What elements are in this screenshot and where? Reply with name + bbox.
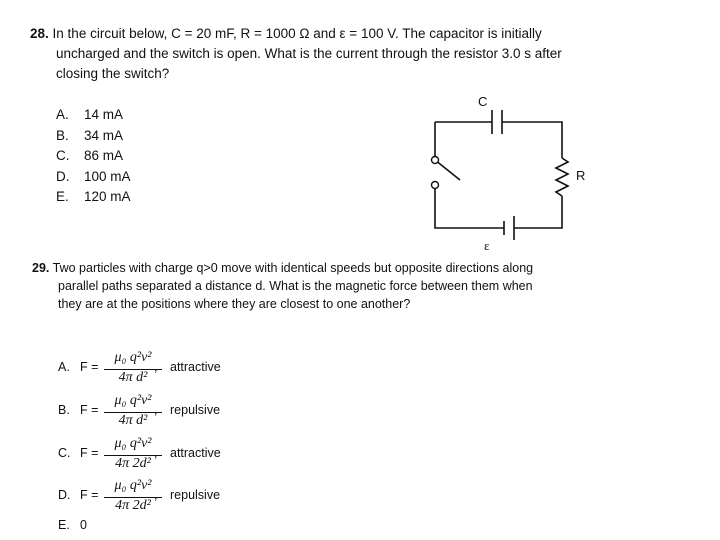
choice-c[interactable]	[56, 146, 131, 167]
answer-e[interactable]	[58, 518, 178, 538]
switch-terminal-bottom	[432, 182, 439, 189]
comma: ,	[154, 403, 158, 417]
answer-letter: C.	[58, 446, 71, 460]
resistor-label: R	[576, 168, 586, 183]
right-bottom-wire	[514, 196, 562, 228]
question-28-text-1: In the circuit below, C = 20 mF, R = 1000 Ω and ε = 100 V. The capacitor is initially	[52, 26, 542, 41]
question-29-text-1: Two particles with charge q>0 move with identical speeds but opposite directions along	[52, 261, 534, 275]
question-28-number: 28.	[30, 26, 49, 41]
bottom-left-wire	[435, 188, 504, 228]
question-28-line-1	[30, 24, 650, 44]
answer-text: 0	[80, 518, 87, 532]
answer-description: attractive	[170, 446, 221, 460]
question-28	[30, 24, 650, 84]
circuit-diagram	[400, 90, 600, 255]
formula-denominator: 4π d²	[118, 413, 148, 428]
choice-a[interactable]	[56, 105, 131, 126]
choice-text: 86 mA	[84, 148, 124, 163]
choice-text: 34 mA	[84, 127, 124, 143]
question-29-line-1	[32, 259, 672, 277]
answer-d[interactable]	[58, 478, 318, 518]
comma: ,	[154, 360, 158, 374]
question-29	[32, 259, 672, 313]
question-29-number: 29.	[32, 261, 50, 275]
switch-terminal-top	[432, 157, 439, 164]
choice-e[interactable]	[56, 187, 131, 208]
choice-text: 100 mA	[84, 168, 131, 184]
formula-denominator: 4π d²	[118, 370, 148, 385]
question-29-text-3: they are at the positions where they are closest to one another?	[58, 297, 411, 311]
force-symbol: F =	[80, 403, 99, 417]
answer-description: attractive	[170, 360, 221, 374]
comma: ,	[154, 446, 158, 460]
answer-description: repulsive	[170, 488, 221, 502]
answer-a[interactable]	[58, 350, 318, 390]
choice-letter: A.	[56, 107, 69, 122]
answer-description: repulsive	[170, 403, 221, 417]
choice-letter: B.	[56, 127, 69, 143]
force-symbol: F =	[80, 446, 99, 460]
formula-numerator: μ₀ q²v²	[114, 436, 152, 451]
formula-numerator: μ₀ q²v²	[114, 350, 152, 365]
question-28-choices	[56, 105, 131, 208]
switch-blade	[435, 160, 460, 180]
answer-b[interactable]	[58, 393, 318, 433]
capacitor-label: C	[478, 94, 488, 109]
choice-letter: D.	[56, 168, 70, 184]
question-29-text-2: parallel paths separated a distance d. What is the magnetic force between them when	[58, 279, 533, 293]
resistor-zigzag	[556, 158, 568, 196]
answer-letter: B.	[58, 403, 70, 417]
answer-letter: E.	[58, 518, 70, 532]
top-wire-right	[502, 122, 562, 158]
emf-label: ε	[484, 238, 490, 253]
force-symbol: F =	[80, 360, 99, 374]
formula-denominator: 4π 2d²	[115, 498, 151, 513]
question-28-text-2: uncharged and the switch is open. What is the current through the resistor 3.0 s after	[56, 46, 562, 61]
choice-d[interactable]	[56, 167, 131, 188]
question-28-text-3: closing the switch?	[56, 66, 170, 81]
choice-letter: E.	[56, 189, 69, 204]
choice-b[interactable]	[56, 126, 131, 147]
choice-text: 14 mA	[84, 107, 124, 122]
choice-letter: C.	[56, 148, 70, 163]
comma: ,	[154, 488, 158, 502]
answer-c[interactable]	[58, 436, 318, 476]
formula-denominator: 4π 2d²	[115, 456, 151, 471]
answer-letter: D.	[58, 488, 71, 502]
choice-text: 120 mA	[84, 189, 131, 204]
formula-numerator: μ₀ q²v²	[114, 393, 152, 408]
force-symbol: F =	[80, 488, 99, 502]
answer-letter: A.	[58, 360, 70, 374]
formula-numerator: μ₀ q²v²	[114, 478, 152, 493]
